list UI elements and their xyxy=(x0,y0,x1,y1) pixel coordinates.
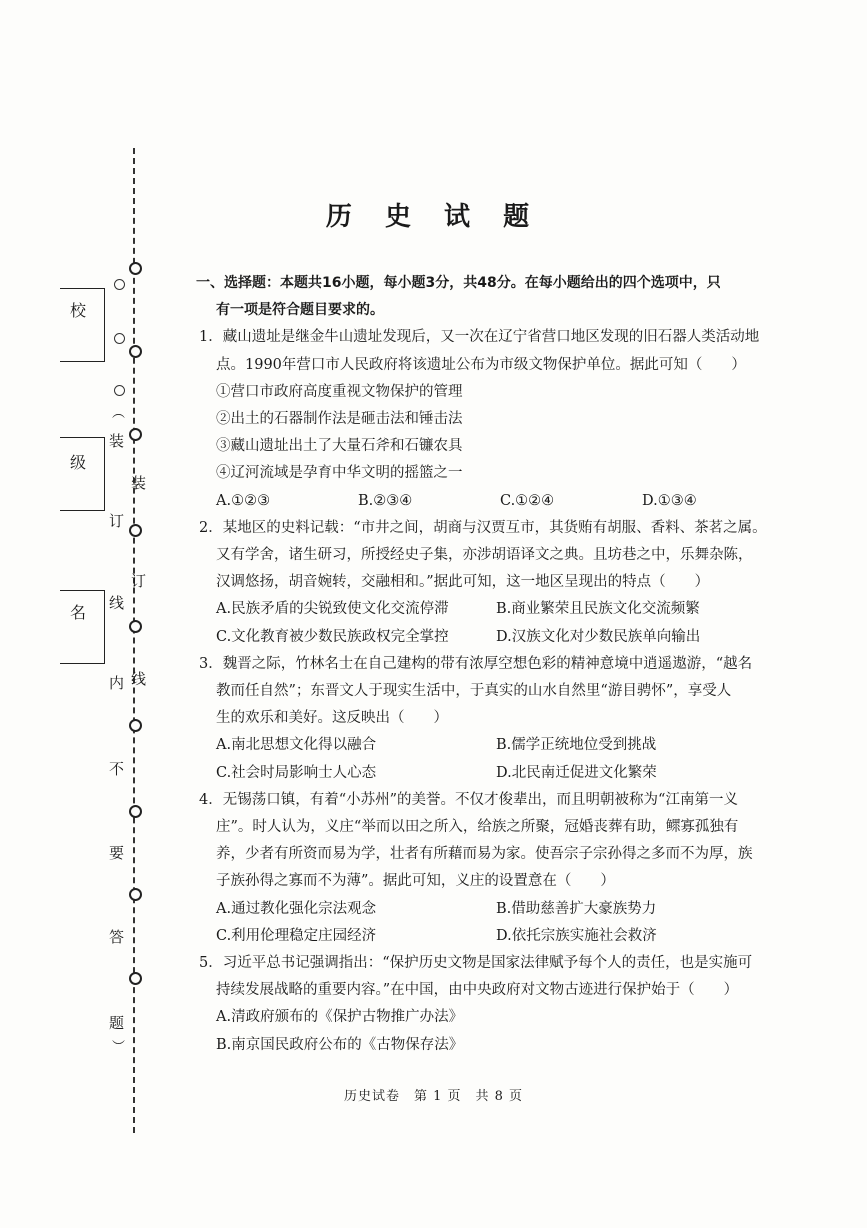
option-b[interactable]: B.南京国民政府公布的《古物保存法》 xyxy=(216,1036,464,1053)
punch-hole xyxy=(114,333,125,344)
question-stem-line: 4．无锡荡口镇，有着“小苏州”的美誉。不仅才俊辈出，而且明朝被称为“江南第一义 xyxy=(199,791,738,808)
question-stem-line: 又有学舍，诸生研习，所授经史子集，亦涉胡语译文之典。且坊巷之中，乐舞杂陈， xyxy=(216,547,753,564)
punch-hole xyxy=(114,279,125,290)
question-stem-line: 生的欢乐和美好。这反映出（ ） xyxy=(216,710,448,727)
option-c[interactable]: C.①②④ xyxy=(500,492,555,509)
answer-options xyxy=(196,732,796,786)
punch-hole xyxy=(114,385,125,396)
warning-char: 装 xyxy=(109,432,125,450)
statement-item: ①营口市政府高度重视文物保护的管理 xyxy=(216,383,463,400)
option-d[interactable]: D.北民南迁促进文化繁荣 xyxy=(496,764,657,781)
page-footer: 历史试卷 第 1 页 共 8 页 xyxy=(343,1089,524,1104)
binding-margin xyxy=(0,0,190,1228)
question-stem-line: 汉调悠扬，胡音婉转，交融相和。”据此可知，这一地区呈现出的特点（ ） xyxy=(216,574,710,591)
option-c[interactable]: C.社会时局影响士人心态 xyxy=(216,764,377,781)
question-stem-line: 庄”。时人认为，义庄“举而以田之所入，给族之所聚，冠婚丧葬有助，鳏寡孤独有 xyxy=(216,819,739,836)
option-c[interactable]: C.利用伦理稳定庄园经济 xyxy=(216,927,377,944)
option-d[interactable]: D.依托宗族实施社会救济 xyxy=(496,927,657,944)
option-a[interactable]: A.南北思想文化得以融合 xyxy=(216,737,377,754)
option-a[interactable]: A.清政府颁布的《保护古物推广办法》 xyxy=(216,1009,464,1026)
exam-content xyxy=(196,270,796,1059)
question-4 xyxy=(196,787,796,950)
question-stem-line: 养，少者有所资而易为学，壮者有所藉而易为家。使吾宗子宗孙得之多而不为厚，族 xyxy=(216,846,753,863)
school-label: 校 xyxy=(70,301,87,320)
binding-ring xyxy=(129,345,142,358)
section-heading xyxy=(196,270,796,324)
option-d[interactable]: D.汉族文化对少数民族单向输出 xyxy=(496,628,701,645)
binding-ring xyxy=(129,805,142,818)
option-b[interactable]: B.儒学正统地位受到挑战 xyxy=(496,737,657,754)
answer-options xyxy=(196,596,796,650)
class-field[interactable] xyxy=(60,437,105,511)
section-heading-line: 有一项是符合题目要求的。 xyxy=(216,302,384,319)
binding-ring xyxy=(129,524,142,537)
option-a[interactable]: A.通过教化强化宗法观念 xyxy=(216,900,377,917)
question-stem-line: 持续发展战略的重要内容。”在中国，由中央政府对文物古迹进行保护始于（ ） xyxy=(216,982,739,999)
question-stem-line: 2．某地区的史料记载：“市井之间，胡商与汉贾互市，其货贿有胡服、香料、茶茗之属。 xyxy=(199,519,767,536)
statement-item: ③藏山遗址出土了大量石斧和石镰农具 xyxy=(216,438,463,455)
answer-options xyxy=(196,488,796,515)
seal-char: 订 xyxy=(131,572,147,590)
binding-ring xyxy=(129,428,142,441)
warning-char: 内 xyxy=(109,674,125,692)
option-b[interactable]: B.②③④ xyxy=(358,492,413,509)
warning-char: 订 xyxy=(109,512,125,530)
binding-ring xyxy=(129,972,142,985)
option-b[interactable]: B.借助慈善扩大豪族势力 xyxy=(496,900,657,917)
seal-char: 装 xyxy=(131,474,147,492)
binding-ring xyxy=(129,620,142,633)
question-stem-line: 3．魏晋之际，竹林名士在自己建构的带有浓厚空想色彩的精神意境中逍遥遨游，“越名 xyxy=(199,655,753,672)
section-heading-line: 一、选择题：本题共16小题，每小题3分，共48分。在每小题给出的四个选项中，只 xyxy=(196,275,721,291)
warning-char: 不 xyxy=(109,760,125,778)
option-a[interactable]: A.①②③ xyxy=(216,492,271,509)
warning-char: 题 xyxy=(109,1014,125,1032)
seal-char: 线 xyxy=(131,670,147,688)
option-a[interactable]: A.民族矛盾的尖锐致使文化交流停滞 xyxy=(216,601,449,618)
binding-ring xyxy=(129,888,142,901)
warning-char: 线 xyxy=(109,594,125,612)
warning-char: 要 xyxy=(109,844,125,862)
statement-item: ④辽河流域是孕育中华文明的摇篮之一 xyxy=(216,465,463,482)
question-stem-line: 1．藏山遗址是继金牛山遗址发现后，又一次在辽宁省营口地区发现的旧石器人类活动地 xyxy=(199,329,760,346)
warning-paren-close: ︶ xyxy=(112,1040,126,1055)
class-label: 级 xyxy=(70,453,87,472)
option-b[interactable]: B.商业繁荣且民族文化交流频繁 xyxy=(496,601,700,618)
answer-options xyxy=(196,896,796,950)
question-5 xyxy=(196,950,796,1059)
page-title: 历 史 试 题 xyxy=(325,202,542,232)
question-3 xyxy=(196,651,796,787)
question-stem-line: 子族孙得之寡而不为薄”。据此可知，义庄的设置意在（ ） xyxy=(216,873,615,890)
statement-item: ②出土的石器制作法是砸击法和锤击法 xyxy=(216,411,463,428)
question-1 xyxy=(196,324,796,514)
binding-ring xyxy=(129,262,142,275)
warning-char: 答 xyxy=(109,928,125,946)
warning-paren-open: ︵ xyxy=(112,406,126,421)
option-c[interactable]: C.文化教育被少数民族政权完全掌控 xyxy=(216,628,449,645)
name-label: 名 xyxy=(70,603,87,622)
option-d[interactable]: D.①③④ xyxy=(642,492,697,509)
seal-dashed-line xyxy=(133,148,135,1133)
question-stem-line: 点。1990年营口市人民政府将该遗址公布为市级文物保护单位。据此可知（ ） xyxy=(216,356,746,373)
question-2 xyxy=(196,515,796,651)
question-stem-line: 教而任自然”；东晋文人于现实生活中，于真实的山水自然里“游目骋怀”，享受人 xyxy=(216,683,732,700)
binding-ring xyxy=(129,719,142,732)
question-stem-line: 5．习近平总书记强调指出：“保护历史文物是国家法律赋予每个人的责任，也是实施可 xyxy=(199,955,753,972)
